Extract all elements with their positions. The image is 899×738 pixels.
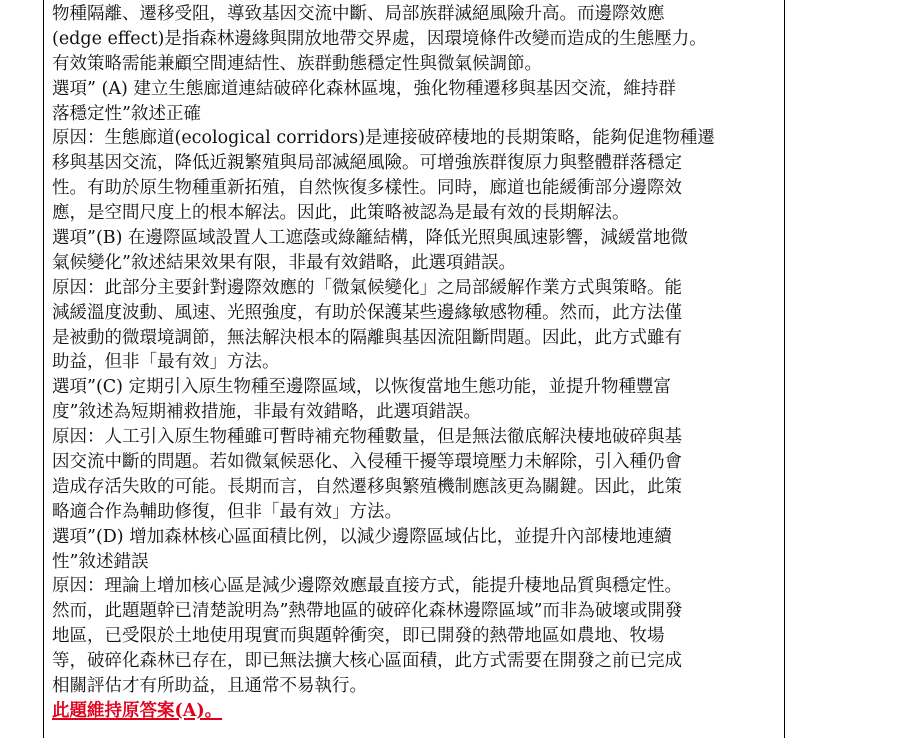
reason-d-line: 地區，已受限於土地使用現實而與題幹衝突，即已開發的熱帶地區如農地、牧場: [52, 626, 665, 647]
option-c-line: 選項”(C) 定期引入原生物種至邊際區域，以恢復當地生態功能，並提升物種豐富: [52, 377, 672, 398]
reason-d-line: 原因：理論上增加核心區是減少邊際效應最直接方式，能提升棲地品質與穩定性。: [52, 576, 682, 597]
reason-c-line: 原因：人工引入原生物種雖可暫時補充物種數量，但是無法徹底解決棲地破碎與基: [52, 427, 682, 448]
text-line: (edge effect)是指森林邊緣與開放地帶交界處，因環境條件改變而造成的生態壓力。: [52, 28, 707, 49]
option-a-line: 落穩定性”敘述正確: [52, 103, 201, 124]
option-d-line: 性”敘述錯誤: [52, 551, 149, 572]
reason-d-line: 然而，此題題幹已清楚說明為”熱帶地區的破碎化森林邊際區域”而非為破壞或開發: [52, 601, 683, 622]
reason-a-line: 性。有助於原生物種重新拓殖，自然恢復多樣性。同時，廊道也能緩衝部分邊際效: [52, 178, 682, 199]
explanation-text: [52, 2, 778, 724]
option-c-line: 度”敘述為短期補救措施，非最有效錯略，此選項錯誤。: [52, 402, 481, 423]
reason-c-line: 造成存活失敗的可能。長期而言，自然遷移與繁殖機制應該更為關鍵。因此，此策: [52, 476, 682, 497]
text-line: 有效策略需能兼顧空間連結性、族群動態穩定性與微氣候調節。: [52, 53, 542, 74]
reason-c-line: 略適合作為輔助修復，但非「最有效」方法。: [52, 501, 402, 522]
reason-a-line: 應，是空間尺度上的根本解法。因此，此策略被認為是最有效的長期解法。: [52, 203, 630, 224]
option-d-line: 選項”(D) 增加森林核心區面積比例，以減少邊際區域佔比，並提升內部棲地連續: [52, 526, 672, 547]
final-answer: 此題維持原答案(A)。: [52, 700, 223, 721]
reason-a-line: 原因：生態廊道(ecological corridors)是連接破碎棲地的長期策略，能夠促進物種遷: [52, 128, 715, 149]
reason-c-line: 因交流中斷的問題。若如微氣候惡化、入侵種干擾等環境壓力未解除，引入種仍會: [52, 452, 682, 473]
reason-d-line: 相關評估才有所助益，且通常不易執行。: [52, 676, 367, 697]
text-line: 物種隔離、遷移受阻，導致基因交流中斷、局部族群滅絕風險升高。而邊際效應: [52, 4, 665, 24]
reason-d-line: 等，破碎化森林已存在，即已無法擴大核心區面積，此方式需要在開發之前已完成: [52, 651, 682, 672]
reason-b-line: 助益，但非「最有效」方法。: [52, 352, 280, 373]
reason-b-line: 是被動的微環境調節，無法解決根本的隔離與基因流阻斷問題。因此，此方式雖有: [52, 327, 682, 348]
reason-b-line: 原因：此部分主要針對邊際效應的「微氣候變化」之局部緩解作業方式與策略。能: [52, 277, 682, 298]
option-a-line: 選項” (A) 建立生態廊道連結破碎化森林區塊，強化物種遷移與基因交流，維持群: [52, 78, 676, 99]
reason-b-line: 減緩溫度波動、風速、光照強度，有助於保護某些邊緣敏感物種。然而，此方法僅: [52, 302, 682, 323]
option-b-line: 選項”(B) 在邊際區域設置人工遮蔭或綠籬結構，降低光照與風速影響，減緩當地微: [52, 228, 689, 249]
reason-a-line: 移與基因交流，降低近親繁殖與局部滅絕風險。可增強族群復原力與整體群落穩定: [52, 153, 682, 174]
option-b-line: 氣候變化”敘述結果效果有限，非最有效錯略，此選項錯誤。: [52, 252, 516, 273]
